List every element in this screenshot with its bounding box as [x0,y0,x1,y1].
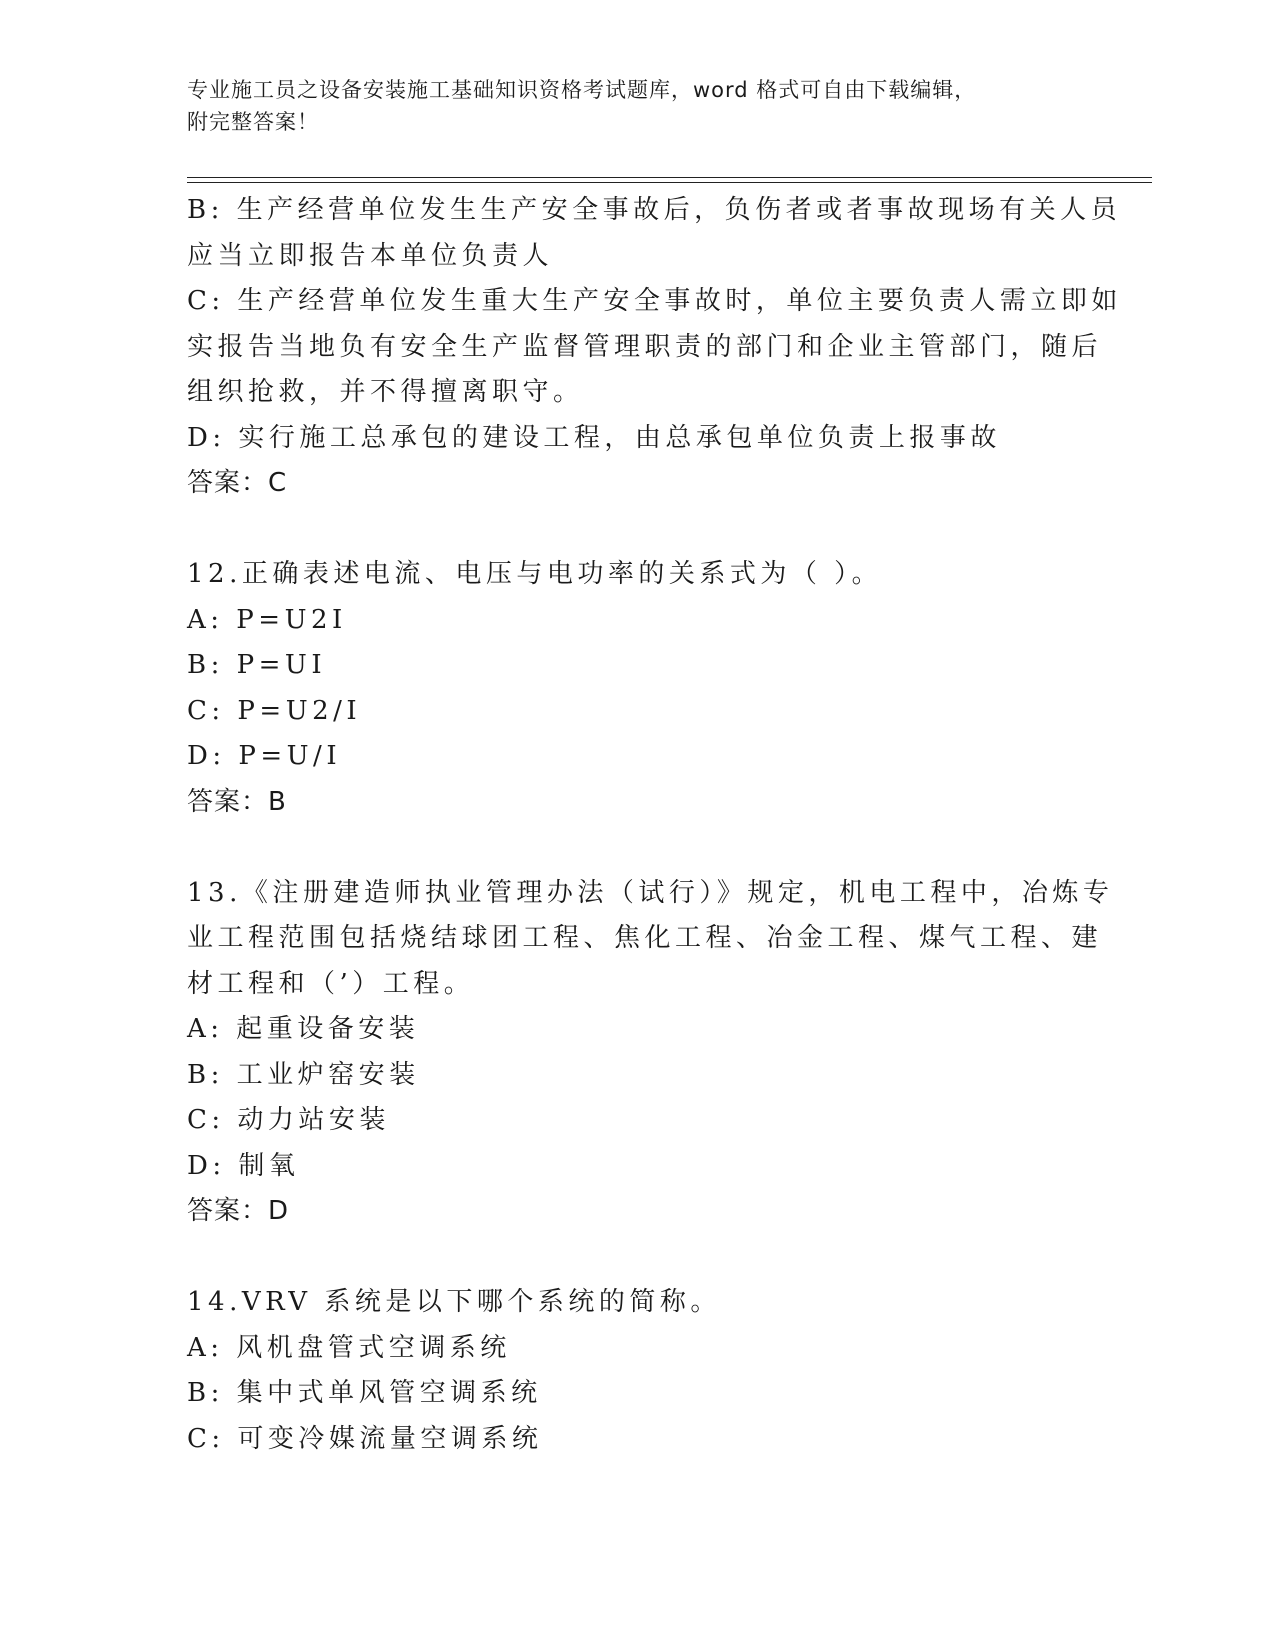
document-header [187,74,1087,138]
option-a: A: 风机盘管式空调系统 [187,1332,511,1363]
answer-line: 答案：B [187,786,287,817]
spacer [187,825,1087,871]
header-line-2: 附完整答案！ [187,110,319,134]
option-d: D: 制氧 [187,1150,300,1181]
option-c: C: 动力站安装 [187,1105,390,1135]
option-c-line-2: 实报告当地负有安全生产监督管理职责的部门和企业主管部门，随后 [187,331,1103,362]
option-c: C: P=U2/I [187,695,362,726]
option-c-line-3: 组织抢救，并不得擅离职守。 [187,377,584,407]
option-d: D: 实行施工总承包的建设工程，由总承包单位负责上报事故 [187,422,1001,453]
question-11-continued [187,188,1122,507]
document-body [187,188,1122,1462]
option-d: D: P=U/I [187,741,342,771]
option-b-line-1: B: 生产经营单位发生生产安全事故后，负伤者或者事故现场有关人员 [187,195,1122,225]
question-14 [187,1280,1087,1462]
header-divider-top [187,177,1152,178]
question-stem-line-3: 材工程和（’）工程。 [187,968,475,999]
option-c: C: 可变冷媒流量空调系统 [187,1423,543,1454]
question-stem-line-2: 业工程范围包括烧结球团工程、焦化工程、冶金工程、煤气工程、建 [187,923,1103,953]
header-line-1: 专业施工员之设备安装施工基础知识资格考试题库，word 格式可自由下载编辑， [187,78,977,102]
header-divider-bottom [187,182,1152,183]
question-stem: 14.VRV 系统是以下哪个系统的简称。 [187,1287,721,1317]
option-a: A: 起重设备安装 [187,1014,420,1044]
question-stem: 12.正确表述电流、电压与电功率的关系式为（ ）。 [187,559,883,589]
option-b: B: P=UI [187,650,327,680]
answer-line: 答案：D [187,1196,290,1226]
answer-line: 答案：C [187,468,288,498]
option-b-line-2: 应当立即报告本单位负责人 [187,240,554,271]
question-13 [187,871,1114,1235]
option-a: A: P=U2I [187,604,347,635]
question-12 [187,552,1087,825]
question-stem-line-1: 13.《注册建造师执业管理办法（试行）》规定，机电工程中，冶炼专 [187,877,1114,908]
option-b: B: 集中式单风管空调系统 [187,1378,542,1408]
option-b: B: 工业炉窑安装 [187,1059,420,1090]
spacer [187,1235,1087,1281]
spacer [187,507,1087,553]
option-c-line-1: C: 生产经营单位发生重大生产安全事故时，单位主要负责人需立即如 [187,286,1122,316]
